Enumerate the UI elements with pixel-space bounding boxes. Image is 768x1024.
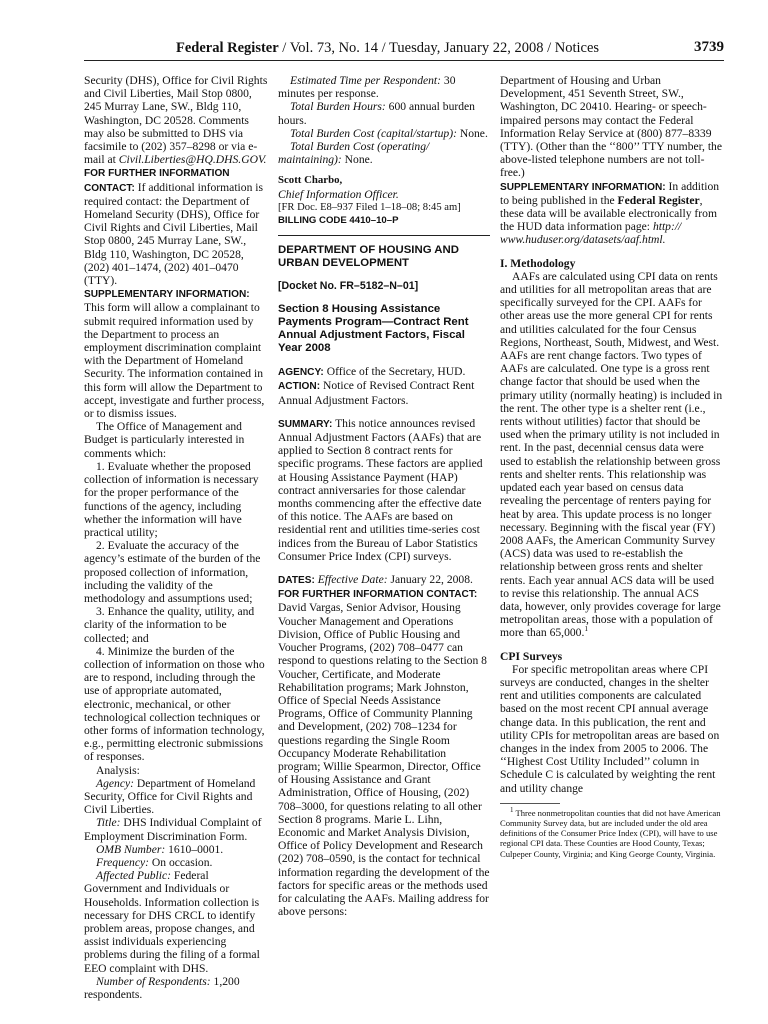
huduser-link[interactable]: http:// www.huduser.org/datasets/aaf.html.	[500, 220, 682, 247]
title-line: Title: DHS Individual Complaint of Employment Discrimination Form.	[84, 816, 262, 843]
email-link[interactable]: Civil.Liberties@HQ.DHS.GOV.	[118, 153, 267, 167]
column-3	[500, 74, 724, 859]
column-1	[84, 74, 268, 1001]
page-number: 3739	[694, 39, 724, 55]
signer-name: Scott Charbo,	[278, 174, 343, 187]
agency-paragraph: AGENCY: Office of the Secretary, HUD.	[278, 365, 466, 379]
notice-title: Section 8 Housing Assistance Payments Program—Contract Rent Annual Adjustment Factors, Fiscal Year 2008	[278, 303, 469, 355]
supplementary-paragraph: SUPPLEMENTARY INFORMATION: This form will allow a complainant to submit required information used by the Department to process an employment discrimination complaint with the Department of Homeland Security. The information contained in this form will allow the Department to accept, investigate and further process, or to dismiss issues.	[84, 289, 265, 421]
page-header	[84, 38, 724, 61]
running-head	[176, 40, 599, 57]
omb-number-line: OMB Number: 1610–0001.	[96, 842, 224, 856]
methodology-heading: I. Methodology	[500, 256, 576, 270]
footnote: $^1$ Three nonmetropolitan counties that did not have American Community Survey data, but are included under the old area definitions of the Consumer Price Index (CPI), will have to use regional CPI data. These Counties are Hood County, Texas; Culpeper County, Virginia; and King George County, Virginia.	[500, 805, 721, 859]
dates-paragraph: DATES: Effective Date: January 22, 2008.	[278, 573, 473, 587]
burden-hours: Total Burden Hours: 600 annual burden hours.	[278, 100, 475, 127]
methodology-paragraph: AAFs are calculated using CPI data on rents and utilities for all metropolitan areas that are specifically surveyed for the CPI. AAFs for other areas use the more general CPI for rents and utilities calculated for the four Census Regions, Northeast, South, Midwest, and West. AAFs are rent change factors. Two types of AAFs are calculated. One type is a gross rent change factor that should be used when the primary utility (normally heating) is included in the rent. The other type is a shelter rent (i.e., rents without utilities) factor that should be used when the primary utility is not included in rent. In the past, decennial census data were used to establish the relationship between gross rents and shelter rents. This relationship was updated each year based on census data revealing the percentage of renters paying for heat by area. This update process is no longer necessary. Beginning with the fiscal year (FY) 2008 AAFs, the American Community Survey (ACS) data was used to re-establish the relationship between gross rents and shelter rents. Each year annual ACS data will be used to revise this relationship. The annual ACS data, however, only provides coverage for large metropolitan areas, those with a population of more than 65,000.$^1$	[500, 269, 723, 640]
list-item-4: 4. Minimize the burden of the collection of information on those who are to respond, including through the use of appropriate automated, electronic, mechanical, or other technological collection techniques or other forms of information technology, e.g., permitting electronic submissions of responses.	[84, 644, 265, 764]
department-heading: DEPARTMENT OF HOUSING AND URBAN DEVELOPMENT	[278, 244, 459, 270]
list-item-1: 1. Evaluate whether the proposed collection of information is necessary for the proper performance of the functions of the agency, including whether the information will have practical utility;	[84, 459, 259, 539]
cpi-surveys-heading: CPI Surveys	[500, 649, 563, 663]
agency-line: Agency: Department of Homeland Security, Office for Civil Rights and Civil Liberties.	[84, 776, 256, 817]
mailing-address-paragraph: Department of Housing and Urban Development, 451 Seventh Street, SW., Washington, DC 20410. Hearing- or speech-impaired persons may contact the Federal Information Relay Service at (800) 877–8339 (TTY). (Other than the ‘‘800’’ TTY number, the above-listed telephone numbers are not toll-free.)	[500, 74, 722, 180]
supplementary-label: SUPPLEMENTARY INFORMATION:	[84, 289, 250, 301]
comments-paragraph: Security (DHS), Office for Civil Rights and Civil Liberties, Mail Stop 0800, 245 Murray Lane, SW., Bldg 110, Washington, DC 20528. Comments may also be submitted to DHS via facsimile to (202) 357–8298 or via e-mail at Civil.Liberties@HQ.DHS.GOV.	[84, 74, 268, 167]
column-2	[278, 74, 490, 918]
docket-number: [Docket No. FR–5182–N–01]	[278, 280, 419, 293]
action-paragraph: ACTION: Notice of Revised Contract Rent Annual Adjustment Factors.	[278, 379, 475, 407]
cpi-surveys-paragraph: For specific metropolitan areas where CPI surveys are conducted, changes in the shelter rent and utilities components are calculated based on the most recent CPI annual average change data. In this publication, the rent and utility CPIs for metropolitan areas are based on changes in the index from 2005 to 2006. The ‘‘Highest Cost Utility Included’’ column in Schedule C is calculated by weighting the rent and utility change	[500, 662, 720, 795]
billing-code: BILLING CODE 4410–10–P	[278, 215, 399, 227]
supplementary-paragraph: SUPPLEMENTARY INFORMATION: In addition to being published in the Federal Register, these data will be available electronically from the HUD data information page: http:// www.huduser.org/datasets/aaf.html.	[500, 179, 720, 247]
contact-label: FOR FURTHER INFORMATION CONTACT:	[84, 168, 230, 194]
journal-name: Federal Register	[176, 40, 279, 56]
burden-cost-capital: Total Burden Cost (capital/startup): None.	[290, 126, 488, 140]
section-divider	[278, 235, 490, 236]
affected-public-line: Affected Public: Federal Government and Individuals or Households. Information collection is necessary for DHS CRCL to identify problem areas, propose changes, and assist individuals experiencing problems during the filing of a formal EEO complaint with DHS.	[84, 869, 260, 975]
respondents-line: Number of Respondents: 1,200 respondents.	[84, 974, 240, 1002]
footnote-ref: 1	[584, 624, 589, 634]
fr-doc: [FR Doc. E8–937 Filed 1–18–08; 8:45 am]	[278, 201, 461, 213]
contact-paragraph: FOR FURTHER INFORMATION CONTACT: If additional information is required contact: the Department of Homeland Security (DHS), Office for Civil Rights and Civil Liberties, Mail Stop 0800, 245 Murray Lane, SW., Bldg 110, Washington, DC 20528, (202) 401–1474, (202) 401–0470 (TTY).	[84, 168, 263, 288]
contact-paragraph: FOR FURTHER INFORMATION CONTACT: David Vargas, Senior Advisor, Housing Voucher Management and Operations Division, Office of Public Housing and Voucher Programs, (202) 708–0477 can respond to questions relating to the Section 8 Voucher, Certificate, and Moderate Rehabilitation programs; Mark Johnston, Office of Special Needs Assistance Programs, Office of Community Planning and Development, (202) 708–1234 for questions regarding the Single Room Occupancy Moderate Rehabilitation program; Willie Spearmon, Director, Office of Housing Assistance and Grant Administration, Office of Housing, (202) 708–3000, for questions relating to all other Section 8 programs. Marie L. Lihn, Economic and Market Analysis Division, Office of Policy Development and Research (202) 708–0590, is the contact for technical information regarding the development of the factors for specific areas or the methods used for calculating the AAFs. Mailing address for above persons:	[278, 589, 490, 919]
list-item-2: 2. Evaluate the accuracy of the agency’s estimate of the burden of the proposed collection of information, including the validity of the methodology and assumptions used;	[84, 539, 261, 605]
footnote-divider	[500, 803, 560, 804]
list-item-3: 3. Enhance the quality, utility, and clarity of the information to be collected; and	[84, 605, 255, 645]
burden-cost-operating: Total Burden Cost (operating/ maintaining): None.	[278, 140, 430, 167]
summary-paragraph: SUMMARY: This notice announces revised Annual Adjustment Factors (AAFs) that are applied to Section 8 contract rents for specific programs. These factors are applied at Housing Assistance Payment (HAP) contract anniversaries for those calendar months commencing after the effective date of this notice. The AAFs are based on residential rent and utilities time-series cost indices from the Bureau of Labor Statistics Consumer Price Index (CPI) surveys.	[278, 416, 483, 563]
issue-meta: / Vol. 73, No. 14 / Tuesday, January 22, 2008 / Notices	[278, 40, 600, 56]
frequency-line: Frequency: On occasion.	[96, 855, 213, 869]
analysis-heading: Analysis:	[96, 763, 140, 777]
time-per-respondent: Estimated Time per Respondent: 30 minutes per response.	[278, 74, 456, 101]
signer-title: Chief Information Officer.	[278, 187, 399, 201]
omb-paragraph: The Office of Management and Budget is particularly interested in comments which:	[84, 420, 245, 460]
